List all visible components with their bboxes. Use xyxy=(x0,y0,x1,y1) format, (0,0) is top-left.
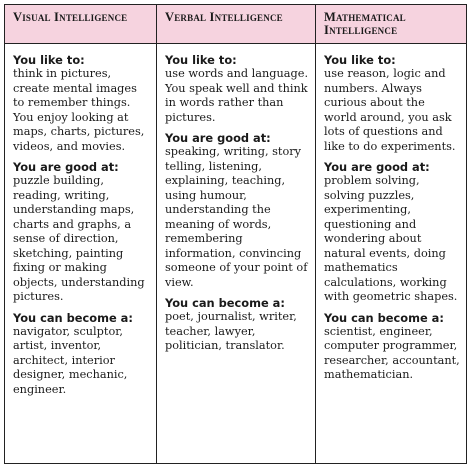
math-good-text: problem solving, solving puzzles, experimenting, questioning and wondering about natural events, doing mathematics calculations, working with geometric shapes. xyxy=(324,174,458,303)
verbal-like-label: You like to: xyxy=(165,53,237,67)
intelligence-table xyxy=(4,4,467,464)
verbal-become-label: You can become a: xyxy=(165,296,285,310)
header-verbal: Verbal Intelligence xyxy=(157,5,316,44)
math-become-label: You can become a: xyxy=(324,310,444,325)
math-good-label: You are good at: xyxy=(324,160,430,174)
column-visual xyxy=(5,44,157,463)
math-like-text: use reason, logic and numbers. Always curious about the world around, you ask lots of questions and like to do experiments. xyxy=(324,67,456,153)
header-mathematical: Mathematical Intelligence xyxy=(316,5,466,44)
verbal-become-text: poet, journalist, writer, teacher, lawyer, politician, translator. xyxy=(165,310,297,352)
math-become-text: scientist, engineer, computer programmer, researcher, accountant, mathematician. xyxy=(324,324,460,381)
visual-become-text: navigator, sculptor, artist, inventor, architect, interior designer, mechanic, engineer. xyxy=(13,324,128,396)
visual-like-text: think in pictures, create mental images to remember things. You enjoy looking at maps, charts, pictures, videos, and movies. xyxy=(13,67,145,153)
visual-become-label: You can become a: xyxy=(13,310,133,325)
header-visual: Visual Intelligence xyxy=(5,5,157,44)
visual-good-text: puzzle building, reading, writing, understanding maps, charts and graphs, a sense of direction, sketching, painting fixing or making objects, understanding pictures. xyxy=(13,174,145,303)
verbal-good-text: speaking, writing, story telling, listening, explaining, teaching, using humour, understanding the meaning of words, remembering information, convincing someone of your point of view. xyxy=(165,145,308,289)
visual-good-label: You are good at: xyxy=(13,160,119,174)
column-verbal xyxy=(157,44,316,463)
column-mathematical xyxy=(316,44,466,463)
verbal-good-label: You are good at: xyxy=(165,131,271,145)
verbal-like-text: use words and language. You speak well and think in words rather than pictures. xyxy=(165,67,309,124)
visual-like-label: You like to: xyxy=(13,53,85,67)
math-like-label: You like to: xyxy=(324,53,396,67)
